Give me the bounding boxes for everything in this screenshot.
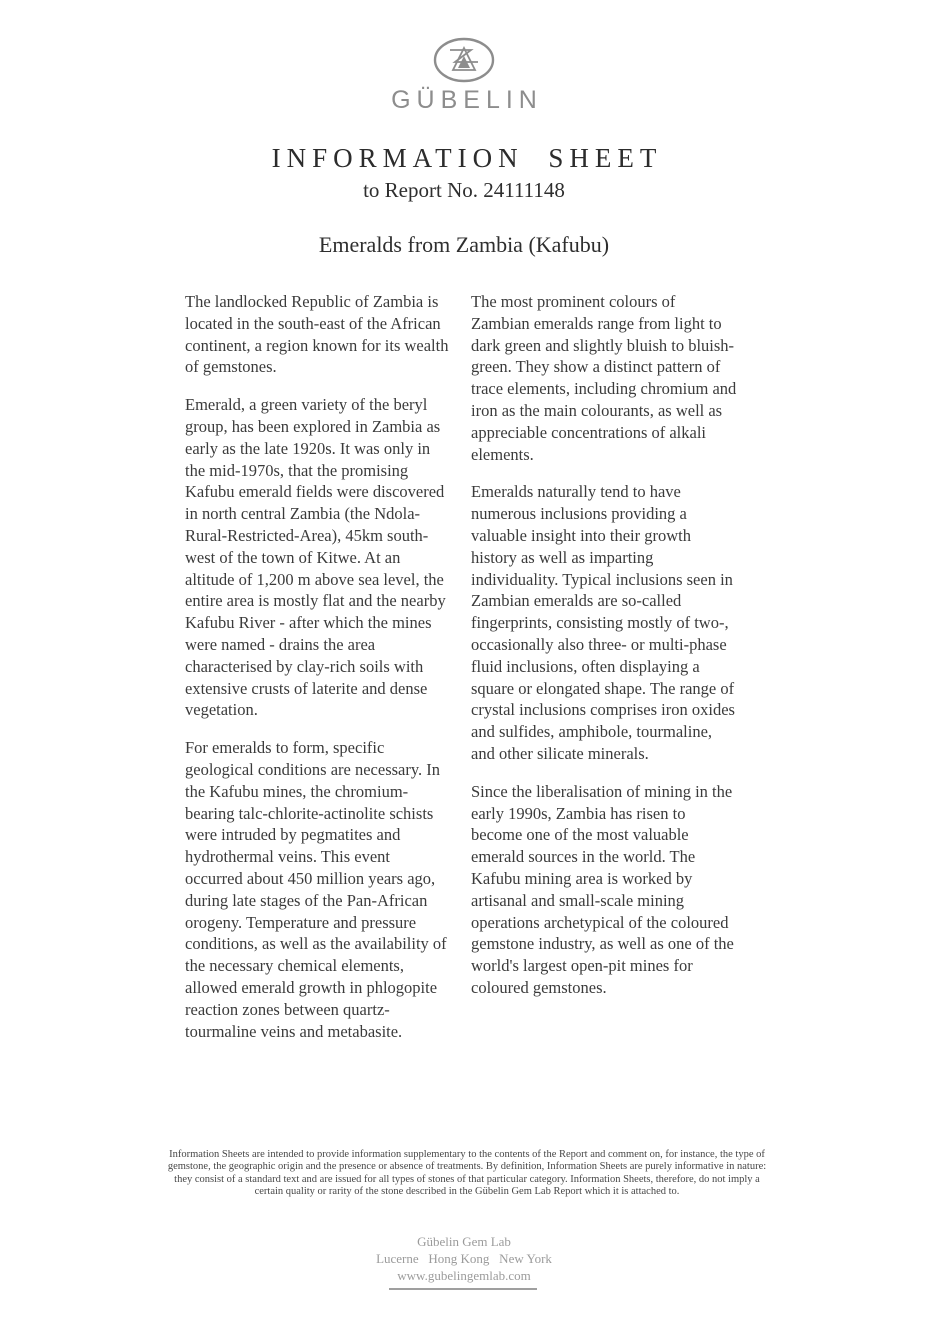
subject-heading: Emeralds from Zambia (Kafubu) (318, 232, 610, 257)
brand-header (0, 36, 928, 115)
footer-divider (389, 1288, 537, 1290)
body-columns (185, 291, 738, 1058)
paragraph-discovery: Emerald, a green variety of the beryl group, has been explored in Zambia as early as the late 1920s. It was only in the mid-1970s, that the promising Kafubu emerald fields were discovered in north central Zambia (the Ndola-Rural-Restricted-Area), 45km south-west of the town of Kitwe. At an altitude of 1,200 m above sea level, the entire area is mostly flat and the nearby Kafubu River - after which the mines were named - drains the area characterised by clay-rich soils with extensive crusts of laterite and dense vegetation. (185, 395, 446, 720)
page-title: INFORMATION SHEET (271, 143, 663, 173)
paragraph-geography: The landlocked Republic of Zambia is located in the south-east of the African continent, a region known for its wealth of gemstones. (185, 292, 449, 377)
paragraph-inclusions: Emeralds naturally tend to have numerous inclusions providing a valuable insight into their growth history as well as imparting individuality. Typical inclusions seen in Zambian emeralds are so-called fingerprints, consisting mostly of two-, occasionally also three- or multi-phase fluid inclusions, often displaying a square or elongated shape. The range of crystal inclusions comprises iron oxides and sulfides, amphibole, tourmaline, and other silicate minerals. (471, 482, 735, 763)
gubelin-emblem-icon (432, 36, 496, 84)
right-column (471, 291, 737, 1058)
report-number-line: to Report No. 24111148 (363, 178, 565, 202)
paragraph-mining: Since the liberalisation of mining in the early 1990s, Zambia has risen to become one of the most valuable emerald sources in the world. The Kafubu mining area is worked by artisanal and small-scale mining operations archetypical of the coloured gemstone industry, as well as one of the world's largest open-pit mines for coloured gemstones. (471, 781, 734, 997)
paragraph-colours: The most prominent colours of Zambian emeralds range from light to dark green and slightly bluish to bluish-green. They show a distinct pattern of trace elements, including chromium and iron as the main colourants, as well as appreciable concentrations of alkali elements. (471, 292, 737, 464)
lab-website: www.gubelingemlab.com (397, 1268, 531, 1283)
disclaimer-note: Information Sheets are intended to provide information supplementary to the contents of the Report and comment on, for instance, the type of gemstone, the geographic origin and the presence or absence of treatments. By definition, Information Sheets are purely informative in nature: they consist of a standard text and are issued for all types of stones of that particular category. Information Sheets, therefore, do not imply a certain quality or rarity of the stone described in the Gübelin Gem Lab Report which it is attached to. (167, 1149, 767, 1197)
paragraph-geology: For emeralds to form, specific geological conditions are necessary. In the Kafubu mines, the chromium-bearing talc-chlorite-actinolite schists were intruded by pegmatites and hydrothermal veins. This event occurred about 450 million years ago, during late stages of the Pan-African orogeny. Temperature and pressure conditions, as well as the availability of the necessary chemical elements, allowed emerald growth in phlogopite reaction zones between quartz-tourmaline veins and metabasite. (185, 738, 447, 1041)
left-column (185, 291, 451, 1058)
brand-logotype: GÜBELIN (391, 86, 543, 114)
footer-contact-block (0, 1233, 928, 1284)
lab-locations: Lucerne Hong Kong New York (376, 1251, 552, 1266)
lab-name: Gübelin Gem Lab (417, 1234, 511, 1249)
